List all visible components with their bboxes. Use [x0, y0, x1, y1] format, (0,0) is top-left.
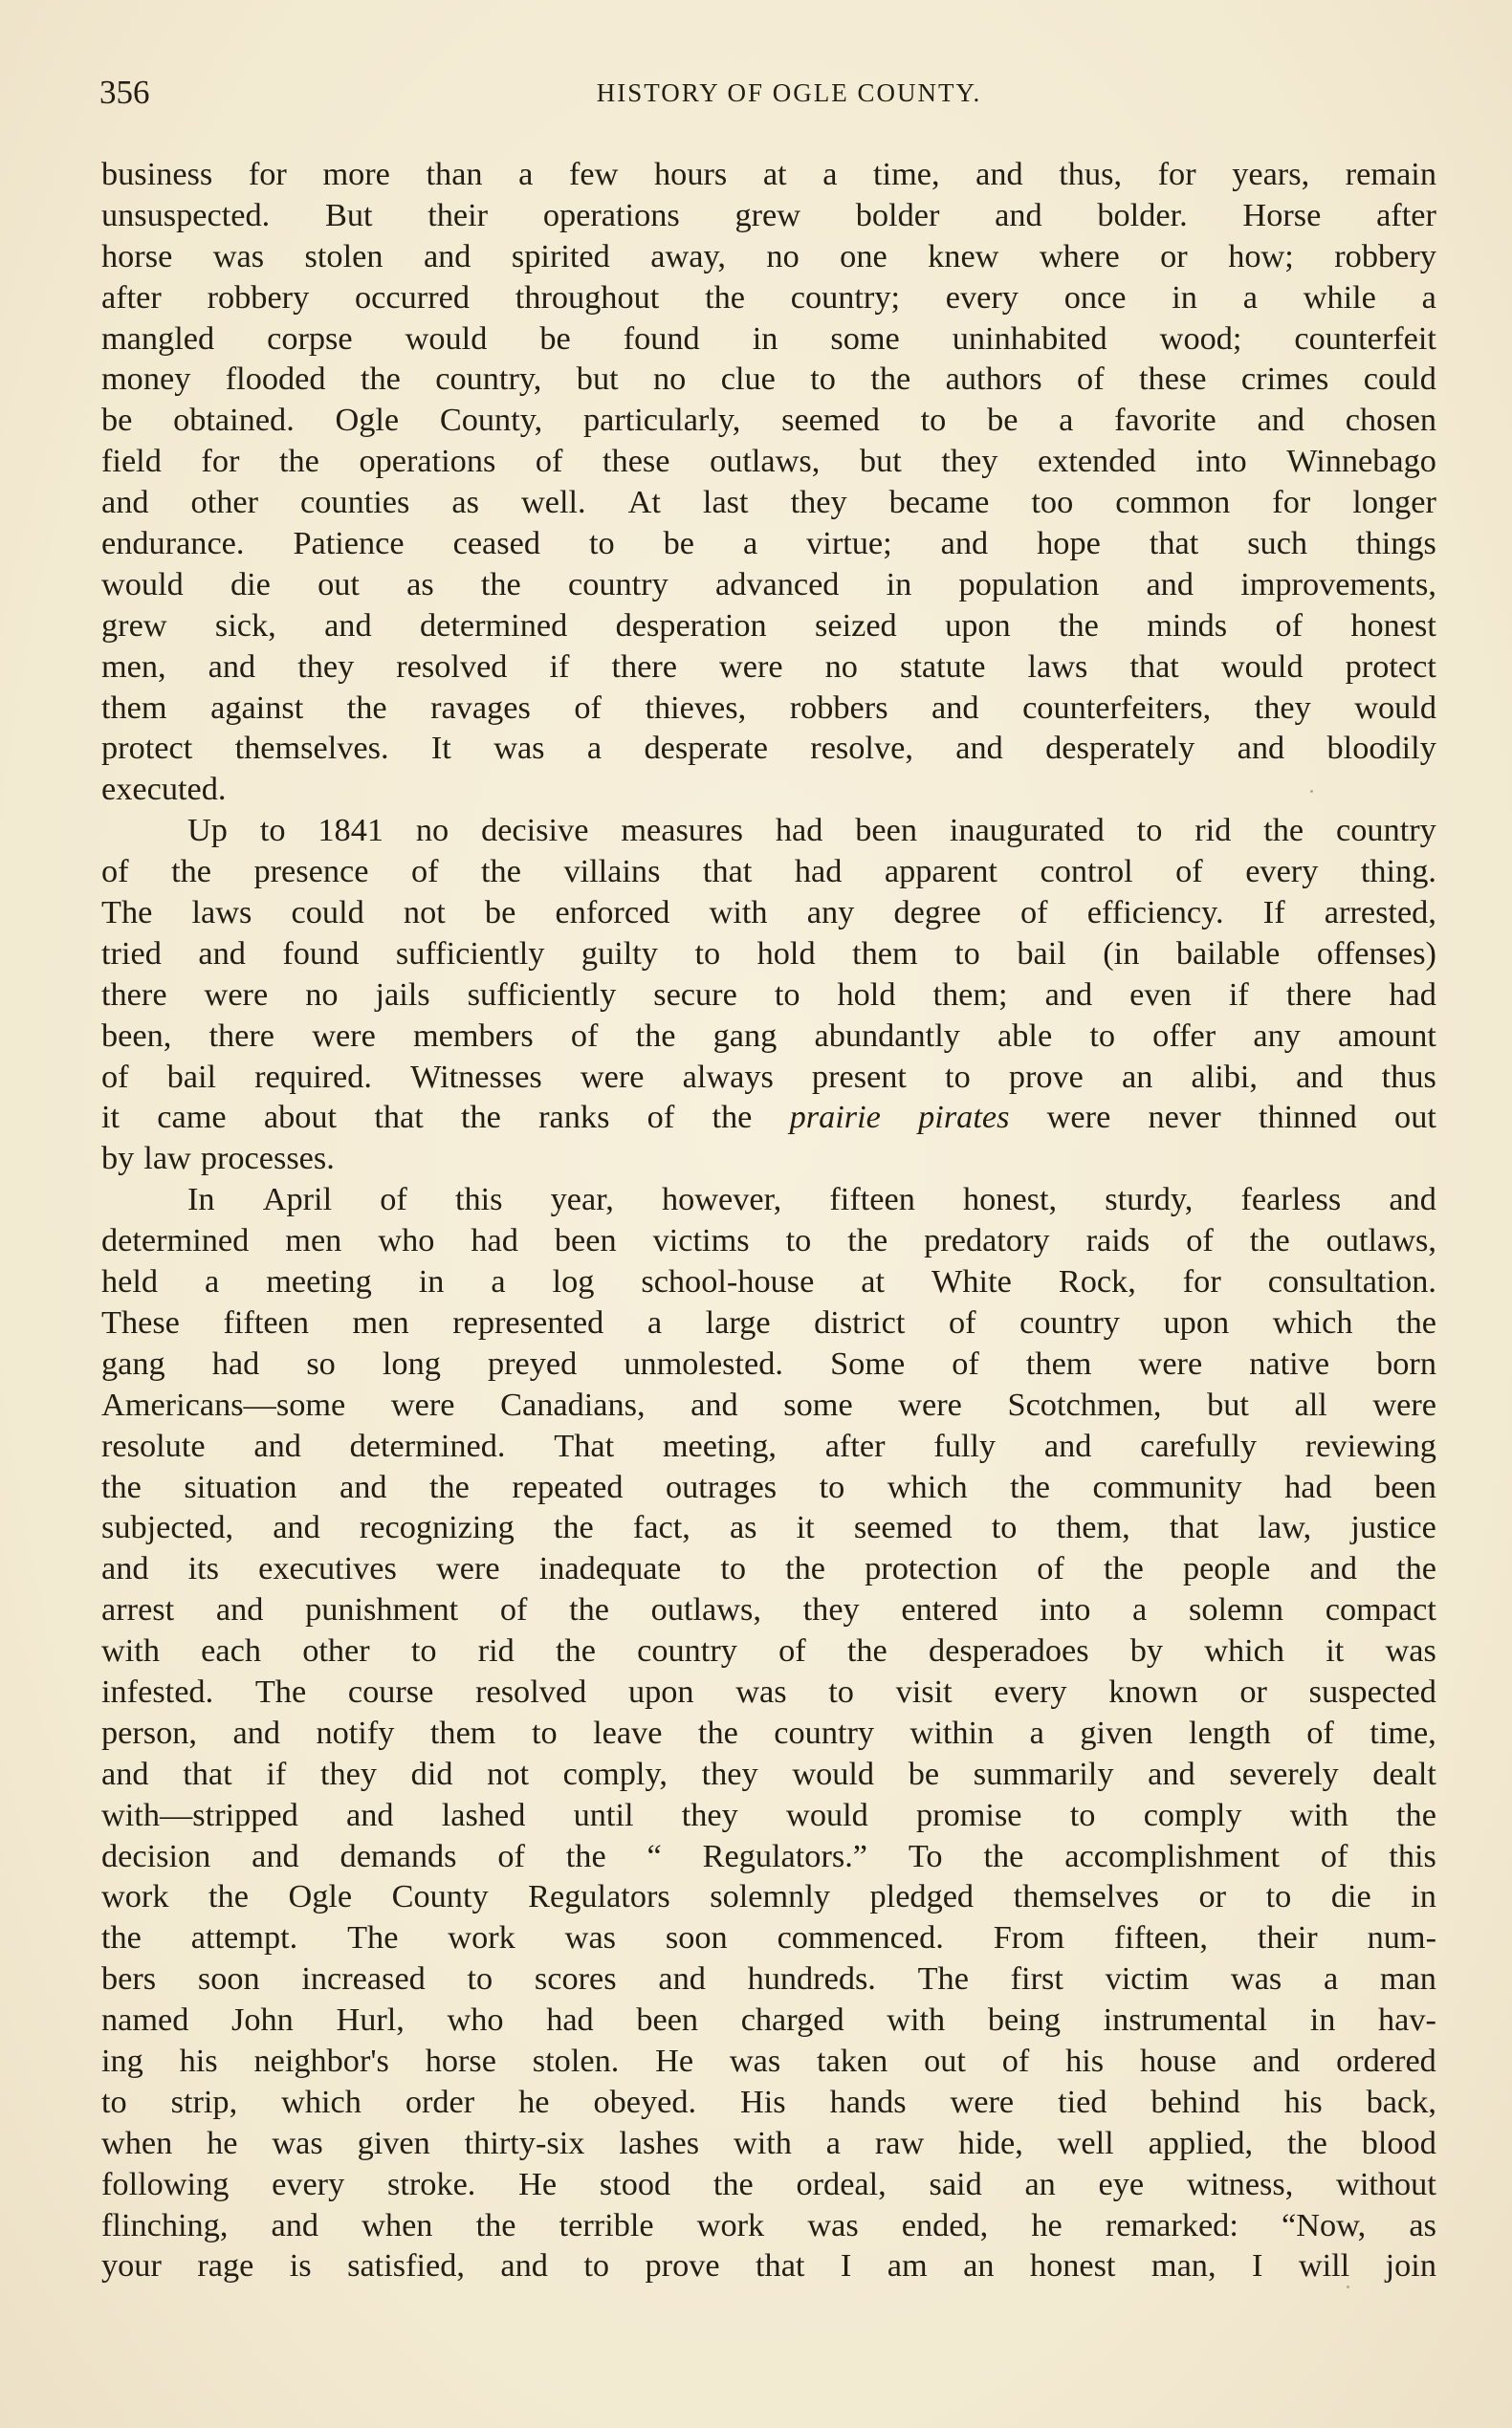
text-line: person, and notify them to leave the country within a given length of time,	[101, 1714, 1436, 1751]
text-line: Americans—some were Canadians, and some were Scotchmen, but all were	[101, 1386, 1436, 1423]
text-line: tried and found sufficiently guilty to hold them to bail (in bailable offenses)	[101, 934, 1436, 972]
text-line: to strip, which order he obeyed. His hands were tied behind his back,	[101, 2083, 1436, 2120]
text-line: subjected, and recognizing the fact, as it seemed to them, that law, justice	[101, 1509, 1436, 1546]
text-line: held a meeting in a log school-house at White Rock, for consultation.	[101, 1263, 1436, 1301]
text-line: Up to 1841 no decisive measures had been inaugurated to rid the country	[187, 812, 1436, 849]
text-line: when he was given thirty-six lashes with a raw hide, well applied, the blood	[101, 2124, 1436, 2161]
text-line: and other counties as well. At last they became too common for longer	[101, 484, 1436, 521]
body-text	[101, 154, 1436, 2286]
text-line: after robbery occurred throughout the country; every once in a while a	[101, 278, 1436, 316]
text-line: been, there were members of the gang abundantly able to offer any amount	[101, 1017, 1436, 1054]
text-line: mangled corpse would be found in some uninhabited wood; counterfeit	[101, 319, 1436, 357]
text-line: protect themselves. It was a desperate resolve, and desperately and bloodily	[101, 730, 1436, 767]
text-line: ing his neighbor's horse stolen. He was taken out of his house and ordered	[101, 2042, 1436, 2079]
text-line: money flooded the country, but no clue to the authors of these crimes could	[101, 361, 1436, 398]
text-line: determined men who had been victims to the predatory raids of the outlaws,	[101, 1222, 1436, 1259]
paper-speck	[1347, 2286, 1349, 2288]
text-line: unsuspected. But their operations grew bolder and bolder. Horse after	[101, 196, 1436, 233]
text-line: grew sick, and determined desperation seized upon the minds of honest	[101, 606, 1436, 644]
paragraph	[101, 810, 1436, 1179]
text-line: men, and they resolved if there were no statute laws that would protect	[101, 647, 1436, 685]
text-line: of the presence of the villains that had apparent control of every thing.	[101, 853, 1436, 890]
text-line: endurance. Patience ceased to be a virtue; and hope that such things	[101, 525, 1436, 562]
text-line: it came about that the ranks of the prairie pirates were never thinned out	[101, 1099, 1436, 1136]
paragraph	[101, 1179, 1436, 2286]
text-line: arrest and punishment of the outlaws, they entered into a solemn compact	[101, 1591, 1436, 1629]
text-line: your rage is satisfied, and to prove that I am an honest man, I will join	[101, 2247, 1436, 2285]
text-line: and that if they did not comply, they would be summarily and severely dealt	[101, 1755, 1436, 1792]
text-line: gang had so long preyed unmolested. Some of them were native born	[101, 1345, 1436, 1382]
text-line: work the Ogle County Regulators solemnly pledged themselves or to die in	[101, 1878, 1436, 1915]
text-line: there were no jails sufficiently secure to hold them; and even if there had	[101, 975, 1436, 1013]
running-head: HISTORY OF OGLE COUNTY.	[596, 78, 982, 107]
text-line: executed.	[101, 771, 227, 808]
text-line: business for more than a few hours at a time, and thus, for years, remain	[101, 156, 1436, 192]
paper-speck	[1310, 790, 1313, 793]
text-line: of bail required. Witnesses were always present to prove an alibi, and thus	[101, 1058, 1436, 1095]
page-number: 356	[99, 74, 150, 111]
text-line: be obtained. Ogle County, particularly, seemed to be a favorite and chosen	[101, 402, 1436, 439]
text-line: bers soon increased to scores and hundreds. The first victim was a man	[101, 1960, 1436, 1998]
text-line: The laws could not be enforced with any degree of efficiency. If arrested,	[101, 894, 1436, 931]
text-line: with—stripped and lashed until they would promise to comply with the	[101, 1796, 1436, 1833]
text-line: following every stroke. He stood the ordeal, said an eye witness, without	[101, 2165, 1436, 2202]
text-line: and its executives were inadequate to the protection of the people and the	[101, 1550, 1436, 1587]
page-header	[99, 69, 1440, 117]
text-line: the attempt. The work was soon commenced. From fifteen, their num-	[101, 1919, 1436, 1957]
text-line: flinching, and when the terrible work was ended, he remarked: “Now, as	[101, 2206, 1436, 2243]
text-line: would die out as the country advanced in population and improvements,	[101, 565, 1436, 602]
text-line: by law processes.	[101, 1140, 335, 1177]
paragraph	[101, 154, 1436, 810]
text-line: named John Hurl, who had been charged with being instrumental in hav-	[101, 2001, 1436, 2039]
text-line: with each other to rid the country of the desperadoes by which it was	[101, 1632, 1436, 1670]
text-line: infested. The course resolved upon was to visit every known or suspected	[101, 1673, 1436, 1710]
text-line: horse was stolen and spirited away, no one knew where or how; robbery	[101, 237, 1436, 274]
text-line: field for the operations of these outlaws, but they extended into Winnebago	[101, 443, 1436, 480]
text-line: resolute and determined. That meeting, after fully and carefully reviewing	[101, 1427, 1436, 1464]
text-line: decision and demands of the “ Regulators.” To the accomplishment of this	[101, 1837, 1436, 1874]
text-line: In April of this year, however, fifteen honest, sturdy, fearless and	[187, 1181, 1436, 1218]
text-line: the situation and the repeated outrages to which the community had been	[101, 1468, 1436, 1505]
text-line: These fifteen men represented a large district of country upon which the	[101, 1303, 1436, 1341]
text-line: them against the ravages of thieves, robbers and counterfeiters, they would	[101, 689, 1436, 726]
